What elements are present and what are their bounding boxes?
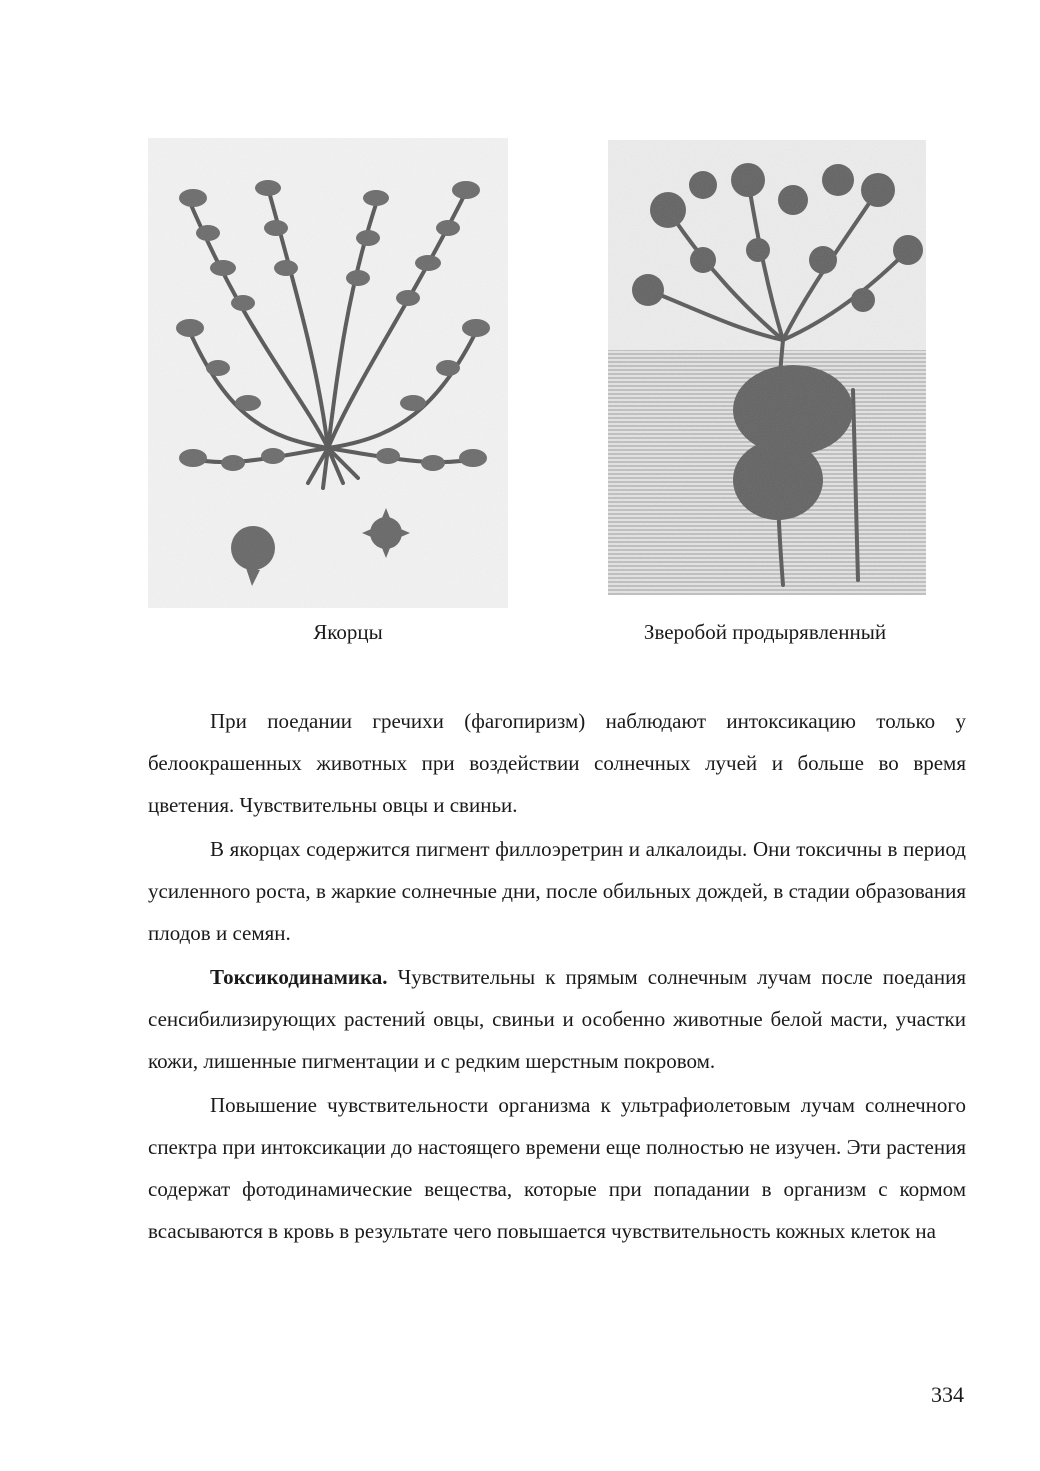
section-heading-inline: Токсикодинамика. bbox=[210, 965, 388, 989]
paragraph-photosensitivity: Повышение чувствительности организма к ультрафиолетовым лучам солнечного спектра при интоксикации до настоящего времени еще полностью не изучен. Эти растения содержат фотодинамические вещества, которые при попадании в организм с кормом всасываются в кровь в результате чего повышается чувствительность кожных клеток на bbox=[148, 1093, 966, 1243]
figure-caption-zveroboi: Зверобой продырявленный bbox=[643, 620, 887, 644]
figure-zveroboi bbox=[608, 140, 926, 595]
paragraph-fagopirizm: При поедании гречихи (фагопиризм) наблюдают интоксикацию только у белоокрашенных животных при воздействии солнечных лучей и больше во время цветения. Чувствительны овцы и свиньи. bbox=[148, 709, 966, 817]
paragraph-yakortsy: В якорцах содержится пигмент филлоэретрин и алкалоиды. Они токсичны в период усиленного роста, в жаркие солнечные дни, после обильных дождей, в стадии образования плодов и семян. bbox=[148, 837, 966, 945]
page-number: 334 bbox=[931, 1382, 964, 1407]
body-text bbox=[148, 700, 966, 1254]
figure-yakortsy bbox=[148, 138, 508, 608]
paragraph-toksikodinamika bbox=[148, 956, 966, 1082]
figure-caption-yakortsy: Якорцы bbox=[313, 620, 383, 644]
plant-illustration-yakortsy-icon bbox=[148, 138, 508, 608]
paragraph-toksikodinamika-text: Чувствительны к прямым солнечным лучам после поедания сенсибилизирующих растений овцы, свиньи и особенно животные белой масти, участки кожи, лишенные пигментации и с редким шерстным покровом. bbox=[148, 965, 966, 1073]
plant-illustration-zveroboi-icon bbox=[608, 140, 926, 595]
